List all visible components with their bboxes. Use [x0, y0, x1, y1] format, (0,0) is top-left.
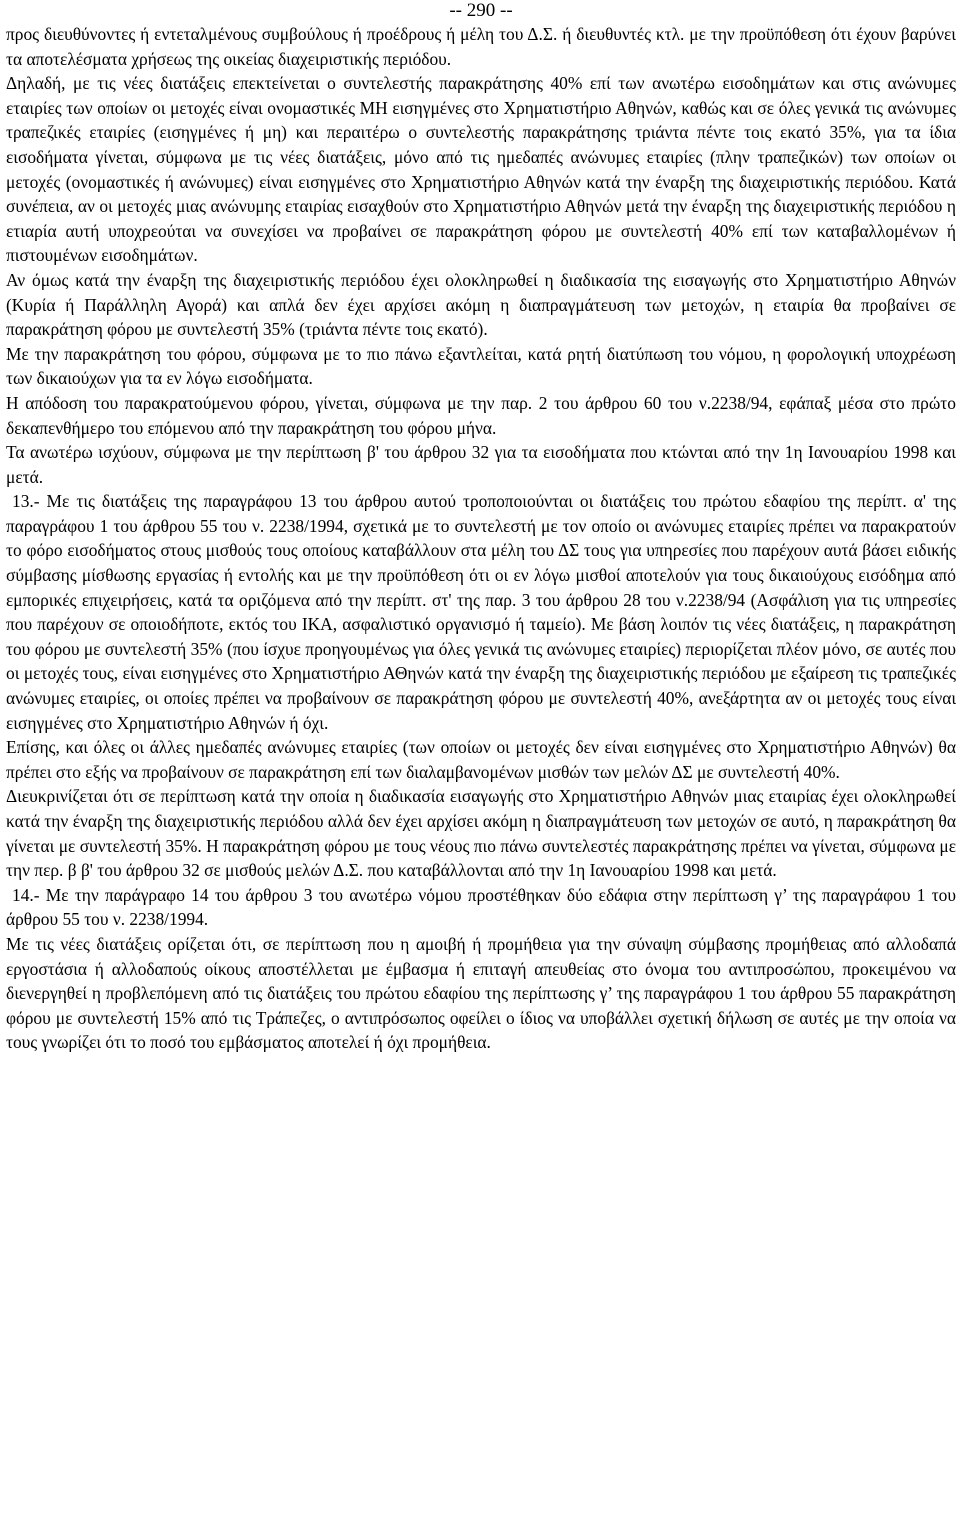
- paragraph-tax-remittance: Η απόδοση του παρακρατούμενου φόρου, γίνεται, σύμφωνα με την παρ. 2 του άρθρου 60 του ν.2238/94, εφάπαξ μέσα στο πρώτο δεκαπενθήμερο του επόμενου από την παρακράτηση του φόρου μήνα.: [6, 392, 956, 438]
- paragraph-tax-exhausted: Με την παρακράτηση του φόρου, σύμφωνα με το πιο πάνω εξαντλείται, κατά ρητή διατύπωση του νόμου, η φορολογική υποχρέωση των δικαιούχων για τα εν λόγω εισοδήματα.: [6, 343, 956, 389]
- paragraph-applicability: Τα ανωτέρω ισχύουν, σύμφωνα με την περίπτωση β' του άρθρου 32 για τα εισοδήματα που κτώνται από την 1η Ιανουαρίου 1998 και μετά.: [6, 442, 956, 487]
- paragraph-commission-remittance: Με τις νέες διατάξεις ορίζεται ότι, σε περίπτωση που η αμοιβή ή προμήθεια για την σύναψη σύμβασης προμήθειας από αλλοδαπά εργοστάσια ή αλλοδαπούς οίκους αποστέλλεται με έμβασμα ή επιταγή απευθείας στο όνομα του αντιπροσώπου, προκειμένου να διενεργηθεί η προβλεπόμενη από τις διατάξεις του πρώτου εδαφίου της περίπτωσης γ’ της παραγράφου 1 του άρθρου 55 παρακράτηση φόρου με συντελεστή 15% από τις Τράπεζες, ο αντιπρόσωπος οφείλει ο ίδιος να υποβάλλει σχετική δήλωση σε αυτές με την οποία να τους γνωρίζει ότι το ποσό του εμβάσματος αποτελεί ή όχι προμήθεια.: [6, 933, 956, 1053]
- paragraph-listing-completed: Αν όμως κατά την έναρξη της διαχειριστικής περιόδου έχει ολοκληρωθεί η διαδικασία της εισαγωγής στο Χρηματιστήριο Αθηνών (Κυρία ή Παράλληλη Αγορά) και απλά δεν έχει αρχίσει ακόμη η διαπραγμάτευση των μετοχών, η εταιρία θα προβαίνει σε παρακράτηση φόρου με συντελεστή 35% (τριάντα πέντε τοις εκατό).: [6, 269, 956, 340]
- paragraph-clarification: Διευκρινίζεται ότι σε περίπτωση κατά την οποία η διαδικασία εισαγωγής στο Χρηματιστήριο Αθηνών μιας εταιρίας έχει ολοκληρωθεί κατά την έναρξη της διαχειριστικής περιόδου αλλά δεν έχει αρχίσει ακόμη η διαπραγμάτευση των μετοχών σε αυτό, η παρακράτηση θα γίνεται με συντελεστή 35%. Η παρακράτηση φόρου με τους νέους πιο πάνω συντελεστές παρακράτησης πρέπει να γίνεται, σύμφωνα με την περ. β β' του άρθρου 32 σε μισθούς μελών Δ.Σ. που καταβάλλονται από την 1η Ιανουαρίου 1998 και μετά.: [6, 786, 956, 881]
- paragraph-continuation: προς διευθύνοντες ή εντεταλμένους συμβούλους ή προέδρους ή μέλη του Δ.Σ. ή διευθυντές κτλ. με την προϋπόθεση ότι έχουν βαρύνει τα αποτελέσματα χρήσεως της οικείας διαχειριστικής περιόδου.: [6, 24, 956, 69]
- paragraph-section-13: 13.- Με τις διατάξεις της παραγράφου 13 του άρθρου αυτού τροποποιούνται οι διατάξεις του πρώτου εδαφίου της περίπτ. α' της παραγράφου 1 του άρθρου 55 του ν. 2238/1994, σχετικά με το συντελεστή με τον οποίο οι ανώνυμες εταιρίες πρέπει να παρακρατούν το φόρο εισοδήματος στους μισθούς τους οποίους καταβάλλουν στα μέλη του ΔΣ τους για υπηρεσίες που παρέχουν αυτά βάσει ειδικής σύμβασης μίσθωσης εργασίας ή εντολής και με την προϋπόθεση ότι οι εν λόγω μισθοί αποτελούν για τους δικαιούχους εισόδημα από εμπορικές επιχειρήσεις, κατά τα οριζόμενα από την περίπτ. στ' της παρ. 3 του άρθρου 28 του ν.2238/94 (Ασφάλιση για τις υπηρεσίες που παρέχουν σε οποιοδήποτε, εκτός του ΙΚΑ, ασφαλιστικό οργανισμό ή ταμείο). Με βάση λοιπόν τις νέες διατάξεις, η παρακράτηση του φόρου με συντελεστή 35% (που ίσχυε προηγουμένως για όλες γενικά τις ανώνυμες εταιρίες) περιορίζεται πλέον μόνο, σε αυτές που οι μετοχές τους, είναι εισηγμένες στο Χρηματιστήριο ΑΘηνών κατά την έναρξη της διαχειριστικής περιόδου με εξαίρεση τις τραπεζικές ανώνυμες εταιρίες, οι οποίες πρέπει να προβαίνουν σε παρακράτηση φόρου με συντελεστή 40%, ανεξάρτητα αν οι μετοχές τους είναι εισηγμένες στο Χρηματιστήριο Αθηνών ή όχι.: [6, 491, 956, 733]
- paragraph-section-14: 14.- Με την παράγραφο 14 του άρθρου 3 του ανωτέρω νόμου προστέθηκαν δύο εδάφια στην περίπτωση γ’ της παραγράφου 1 του άρθρου 55 του ν. 2238/1994.: [6, 884, 956, 930]
- paragraph-withholding-rate-40: Δηλαδή, με τις νέες διατάξεις επεκτείνεται ο συντελεστής παρακράτησης 40% επί των ανωτέρω εισοδημάτων και στις ανώνυμες εταιρίες των οποίων οι μετοχές είναι ονομαστικές ΜΗ εισηγμένες στο Χρηματιστήριο Αθηνών, καθώς και σε όλες γενικά τις ανώνυμες τραπεζικές εταιρίες (εισηγμένες ή μη) και περαιτέρω ο συντελεστής παρακράτησης τριάντα πέντε τοις εκατό 35%, για τα ίδια εισοδήματα γίνεται, σύμφωνα με τις νέες διατάξεις, μόνο από τις ημεδαπές ανώνυμες εταιρίες (πλην τραπεζικών) των οποίων οι μετοχές (ονομαστικές ή ανώνυμες) είναι εισηγμένες στο Χρηματιστήριο Αθηνών κατά την έναρξη της διαχειριστικής περιόδου. Κατά συνέπεια, αν οι μετοχές μιας ανώνυμης εταιρίας εισαχθούν στο Χρηματιστήριο Αθηνών μετά την έναρξη της διαχειριστικής περιόδου η ετιαρία αυτή υποχρεούται να συνεχίσει να προβαίνει σε παρακράτηση φόρου με συντελεστή 40% επί των καταβαλλομένων ή πιστουμένων εισοδημάτων.: [6, 73, 956, 266]
- page-number: -- 290 --: [449, 0, 513, 21]
- paragraph-other-companies: Επίσης, και όλες οι άλλες ημεδαπές ανώνυμες εταιρίες (των οποίων οι μετοχές δεν είναι εισηγμένες στο Χρηματιστήριο Αθηνών) θα πρέπει στο εξής να προβαίνουν σε παρακράτηση επί των διαλαμβανομένων μισθών των μελών ΔΣ με συντελεστή 40%.: [6, 737, 956, 782]
